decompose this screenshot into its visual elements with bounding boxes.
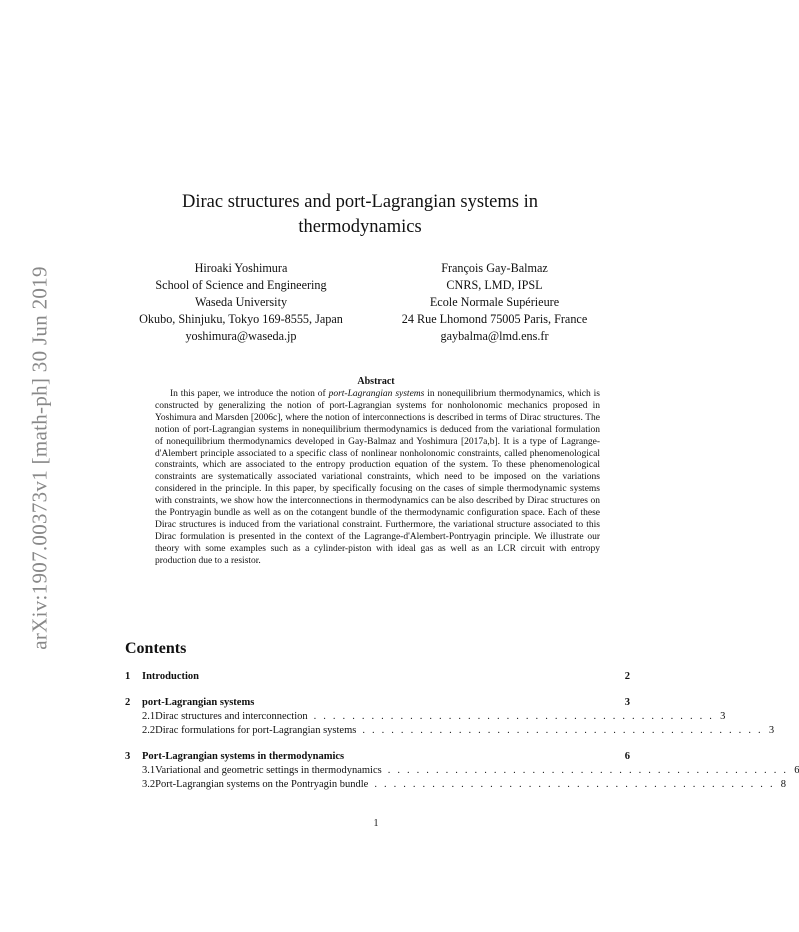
author-address: Okubo, Shinjuku, Tokyo 169-8555, Japan	[139, 312, 343, 326]
author-affiliation: Waseda University	[194, 295, 288, 309]
toc-number: 3.1	[142, 765, 156, 776]
toc-page: 3	[624, 697, 630, 708]
toc-number: 3.2	[142, 779, 156, 790]
toc-leader: . . . . . . . . . . . . . . . . . . . . . . . . . . . . . . . . . . . . . . . . . .	[387, 765, 789, 776]
toc-leader: . . . . . . . . . . . . . . . . . . . . . . . . . . . . . . . . . . . . . . . . . .	[313, 711, 715, 722]
contents-heading: Contents	[125, 640, 187, 657]
toc-label: Port-Lagrangian systems in thermodynamics	[142, 751, 345, 762]
abstract-part: in nonequilibrium thermodynamics, which is constructed by generalizing the notion of port-Lagrangian systems for nonholonomic mechanics proposed in Yoshimura and Marsden [2006c], where the notion of interconnections is described in terms of Dirac structures. The notion of port-Lagrangian systems in nonequilibrium thermodynamics is deduced from the variational formulation of nonequilibrium thermodynamics developed in Gay-Balmaz and Yoshimura [2017a,b]. It is a type of Lagrange-d'Alembert principle associated to a specific class of nonlinear nonholonomic constraints, called phenomenological constraints, which are associated to the entropy production equation of the system. To these phenomenological constraints are systematically associated variational constraints, which need to be imposed on the variations considered in the principle. In this paper, by specifically focusing on the cases of simple thermodynamic systems with constraints, we show how the interconnections in thermodynamics can be also described by Dirac structures on the Pontryagin bundle as well as on the cotangent bundle of the thermodynamic configuration space. Each of these Dirac structures is induced from the variational constraint. Furthermore, the variational structure associated to this Dirac formulation is presented in the context of the Lagrange-d'Alembert-Pontryagin principle. We illustrate our theory with some examples such as a cylinder-piston with ideal gas as well as an LCR circuit with entropy production due to a resistor.	[155, 389, 600, 566]
toc-entry-2[interactable]	[125, 697, 630, 711]
toc-number: 2	[125, 697, 131, 708]
toc-label: Dirac formulations for port-Lagrangian systems	[155, 725, 357, 736]
toc-label: Variational and geometric settings in thermodynamics	[155, 765, 382, 776]
toc-label: Port-Lagrangian systems on the Pontryagin bundle	[155, 779, 369, 790]
toc-entry-3-1[interactable]	[125, 765, 799, 779]
abstract-text	[155, 389, 600, 568]
author-name: François Gay-Balmaz	[441, 261, 548, 275]
author-affiliation: Ecole Normale Supérieure	[429, 295, 560, 309]
toc-page: 6	[624, 751, 630, 762]
toc-entry-2-2[interactable]	[125, 725, 775, 739]
abstract-emphasis: port-Lagrangian systems	[328, 389, 425, 399]
toc-page: 3	[720, 711, 726, 722]
toc-entry-1[interactable]	[125, 671, 630, 685]
toc-number: 2.2	[142, 725, 156, 736]
page-number: 1	[373, 818, 379, 829]
abstract-part: In this paper, we introduce the notion of	[170, 389, 329, 399]
author-yoshimura	[110, 260, 372, 345]
toc-leader: . . . . . . . . . . . . . . . . . . . . . . . . . . . . . . . . . . . . . . . . . .	[374, 779, 775, 790]
toc-page: 2	[624, 671, 630, 682]
toc-page: 6	[794, 765, 799, 776]
toc-entry-3-2[interactable]	[125, 779, 787, 793]
author-email: gaybalma@lmd.ens.fr	[440, 329, 549, 343]
toc-number: 1	[125, 671, 131, 682]
toc-number: 3	[125, 751, 131, 762]
toc-leader: . . . . . . . . . . . . . . . . . . . . . . . . . . . . . . . . . . . . . . . . . .	[362, 725, 763, 736]
toc-entry-3[interactable]	[125, 751, 630, 765]
toc-label: port-Lagrangian systems	[142, 697, 255, 708]
toc-page: 3	[768, 725, 775, 736]
title-line-1: Dirac structures and port-Lagrangian systems in	[181, 192, 539, 212]
toc-label: Introduction	[142, 671, 199, 682]
toc-entry-2-1[interactable]	[125, 711, 726, 725]
author-gay-balmaz	[372, 260, 617, 345]
author-address: 24 Rue Lhomond 75005 Paris, France	[401, 312, 588, 326]
abstract-heading: Abstract	[357, 376, 395, 387]
author-affiliation: CNRS, LMD, IPSL	[446, 278, 543, 292]
toc-number: 2.1	[142, 711, 156, 722]
arxiv-stamp: arXiv:1907.00373v1 [math-ph] 30 Jun 2019	[27, 266, 52, 650]
author-email: yoshimura@waseda.jp	[185, 329, 297, 343]
paper-title	[0, 190, 720, 240]
title-line-2: thermodynamics	[298, 217, 422, 237]
author-name: Hiroaki Yoshimura	[194, 261, 288, 275]
author-affiliation: School of Science and Engineering	[155, 278, 327, 292]
toc-label: Dirac structures and interconnection	[155, 711, 308, 722]
toc-page: 8	[780, 779, 787, 790]
